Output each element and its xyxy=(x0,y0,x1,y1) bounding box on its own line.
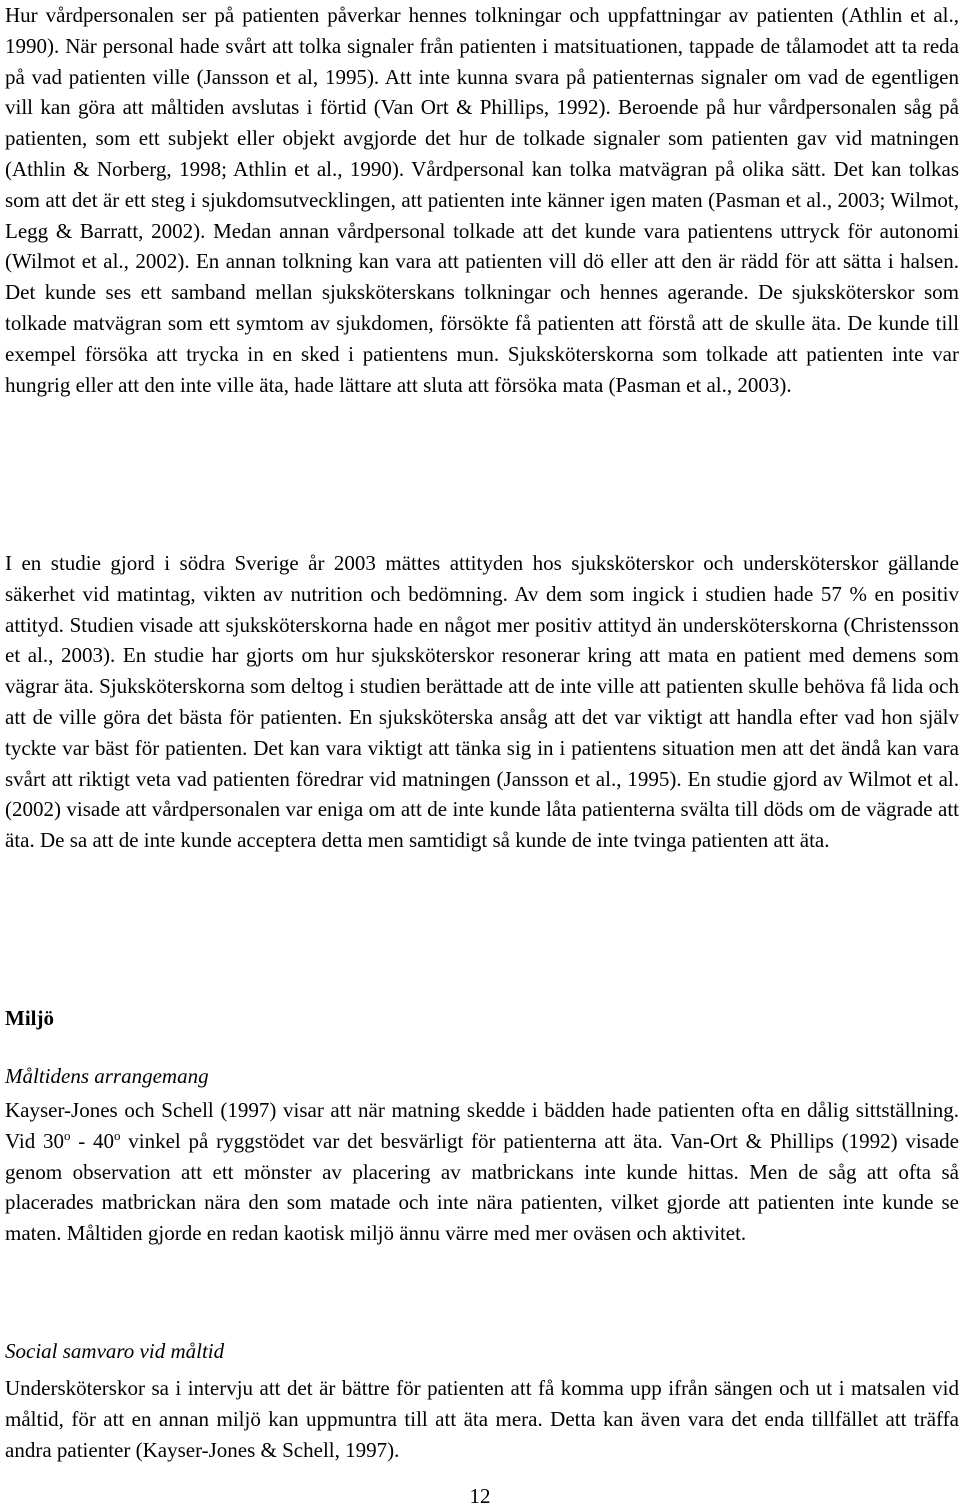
subsection-heading: Måltidens arrangemang xyxy=(5,1064,209,1088)
subsection-heading: Social samvaro vid måltid xyxy=(5,1339,225,1363)
text-run: vinkel på ryggstödet var det besvärligt för patienterna att äta. Van-Ort & Phillips (1992) visade genom observation att ett mönster av placering av matbrickans inte kunde hittas. Men de såg att ofta så placerades matbrickan nära den som matade och inte nära patienten, vilket gjorde att patienten inte kunde se maten. Måltiden gjorde en redan kaotisk miljö ännu värre med mer oväsen och aktivitet. xyxy=(5,1128,959,1246)
page-number: 12 xyxy=(469,1484,491,1508)
paragraph: I en studie gjord i södra Sverige år 2003 mättes attityden hos sjuksköterskor och undersköterskor gällande säkerhet vid matintag, vikten av nutrition och bedömning. Av dem som ingick i studien hade 57 % en positiv attityd. Studien visade att sjuksköterskorna hade en något mer positiv attityd än undersköterskorna (Christensson et al., 2003). En studie har gjorts om hur sjuksköterskor resonerar kring att mata en patient med demens som vägrar äta. Sjuksköterskorna som deltog i studien berättade att de inte ville att patienten skulle behöva få lida och att de ville göra det bästa för patienten. En sjuksköterska ansåg att det var viktigt att handla efter vad hon själv tyckte var bäst för patienten. Det kan vara viktigt att tänka sig in i patientens situation men att det ändå kan vara svårt att riktigt veta vad patienten föredrar vid matningen (Jansson et al., 1995). En studie gjord av Wilmot et al. (2002) visade att vårdpersonalen var eniga om att de inte kunde låta patienterna svälta till döds om de vägrade att äta. De sa att de inte kunde acceptera detta men samtidigt så kunde de inte tvinga patienten att äta. xyxy=(5,551,959,853)
degree-superscript: o xyxy=(64,1127,71,1143)
section-heading: Miljö xyxy=(5,1006,54,1030)
paragraph xyxy=(5,1095,959,1249)
degree-superscript: o xyxy=(114,1127,121,1143)
paragraph: Undersköterskor sa i intervju att det är bättre för patienten att få komma upp ifrån sängen och ut i matsalen vid måltid, för att en annan miljö kan uppmuntra till att äta mera. Detta kan även vara det enda tillfället att träffa andra patienter (Kayser-Jones & Schell, 1997). xyxy=(5,1376,959,1462)
text-run: - 40 xyxy=(70,1128,115,1153)
paragraph: Hur vårdpersonalen ser på patienten påverkar hennes tolkningar och uppfattningar av patienten (Athlin et al., 1990). När personal hade svårt att tolka signaler från patienten i matsituationen, tappade de tålamodet att ta reda på vad patienten ville (Jansson et al, 1995). Att inte kunna svara på patienternas signaler om vad de egentligen vill kan göra att måltiden avslutas i förtid (Van Ort & Phillips, 1992). Beroende på hur vårdpersonalen såg på patienten, som ett subjekt eller objekt avgjorde det hur de tolkade signaler som patienten gav vid matningen (Athlin & Norberg, 1998; Athlin et al., 1990). Vårdpersonal kan tolka matvägran på olika sätt. Det kan tolkas som att det är ett steg i sjukdomsutvecklingen, att patienten inte känner igen maten (Pasman et al., 2003; Wilmot, Legg & Barratt, 2002). Medan annan vårdpersonal tolkade att det kunde vara patientens uttryck för autonomi (Wilmot et al., 2002). En annan tolkning kan vara att patienten vill dö eller att den är rädd för att sätta i halsen. Det kunde ses ett samband mellan sjuksköterskans tolkningar och hennes agerande. De sjuksköterskor som tolkade matvägran som ett symtom av sjukdomen, försökte få patienten att förstå att de skulle äta. De kunde till exempel försöka att trycka in en sked i patientens mun. Sjuksköterskorna som tolkade att patienten inte var hungrig eller att den inte ville äta, hade lättare att sluta att försöka mata (Pasman et al., 2003). xyxy=(5,3,959,397)
text-run: Kayser-Jones och Schell (1997) visar att när matning skedde i bädden hade patienten ofta en dålig sittställning. Vid 30 xyxy=(5,1098,959,1153)
